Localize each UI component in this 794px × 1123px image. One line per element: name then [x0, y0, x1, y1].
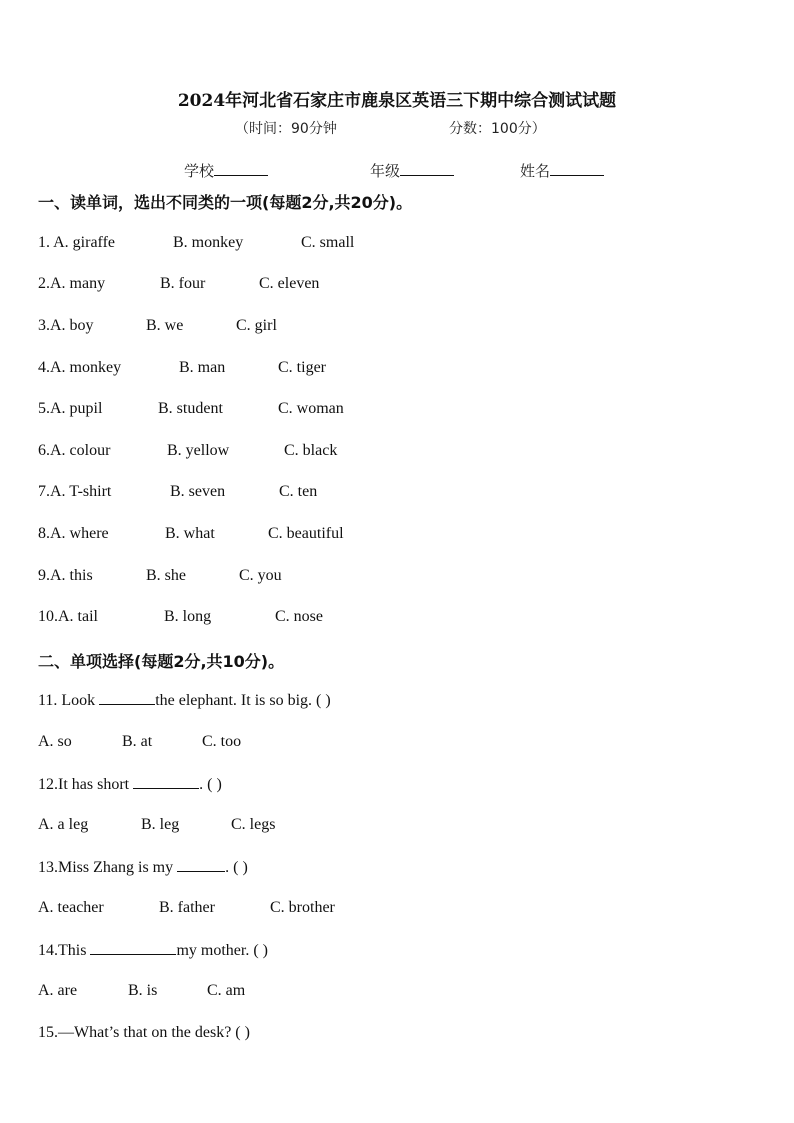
school-blank[interactable] — [214, 161, 268, 176]
time-label: （时间：90分钟 — [235, 121, 337, 137]
option-c[interactable]: C. am — [207, 982, 246, 999]
section1-heading: 一、读单词，选出不同类的一项(每题2分,共20分)。 — [38, 193, 413, 212]
question-13-options — [38, 899, 335, 917]
option-a[interactable]: 3.A. boy — [38, 317, 94, 334]
grade-blank[interactable] — [400, 161, 454, 176]
option-c[interactable]: C. tiger — [278, 359, 326, 376]
option-a[interactable]: 2.A. many — [38, 275, 106, 292]
answer-blank[interactable] — [177, 858, 225, 872]
option-c[interactable]: C. woman — [278, 400, 344, 417]
option-a[interactable]: 1. A. giraffe — [38, 234, 116, 251]
question-7 — [38, 483, 317, 501]
option-b[interactable]: B. yellow — [167, 442, 230, 459]
question-3 — [38, 317, 277, 335]
name-blank[interactable] — [550, 161, 604, 176]
answer-blank[interactable] — [99, 691, 155, 705]
name-field[interactable] — [520, 160, 604, 181]
option-a[interactable]: 9.A. this — [38, 567, 93, 584]
question-2 — [38, 275, 319, 293]
option-b[interactable]: B. monkey — [173, 234, 244, 251]
option-c[interactable]: C. small — [301, 234, 355, 251]
option-b[interactable]: B. long — [164, 608, 212, 625]
option-b[interactable]: B. at — [122, 733, 153, 750]
option-c[interactable]: C. girl — [236, 317, 277, 334]
grade-field[interactable] — [370, 160, 520, 181]
option-b[interactable]: B. student — [158, 400, 223, 417]
question-13 — [38, 858, 248, 877]
school-field[interactable] — [184, 160, 370, 181]
question-8 — [38, 525, 344, 543]
question-text: 13.Miss Zhang is my — [38, 859, 174, 876]
score-label: 分数：100分） — [449, 121, 546, 137]
question-14-options — [38, 982, 245, 1000]
page-title: 2024年河北省石家庄市鹿泉区英语三下期中综合测试试题 — [177, 91, 617, 111]
option-c[interactable]: C. ten — [279, 483, 318, 500]
grade-label: 年级 — [370, 162, 401, 180]
option-b[interactable]: B. what — [165, 525, 215, 542]
option-b[interactable]: B. father — [159, 899, 215, 916]
option-a[interactable]: A. a leg — [38, 816, 89, 833]
option-b[interactable]: B. four — [160, 275, 206, 292]
question-12-options — [38, 816, 275, 834]
option-b[interactable]: B. leg — [141, 816, 180, 833]
option-a[interactable]: 4.A. monkey — [38, 359, 122, 376]
question-6 — [38, 442, 337, 460]
option-c[interactable]: C. you — [239, 567, 282, 584]
option-a[interactable]: 6.A. colour — [38, 442, 111, 459]
option-c[interactable]: C. eleven — [259, 275, 320, 292]
student-info-row — [184, 160, 604, 181]
option-c[interactable]: C. black — [284, 442, 338, 459]
question-text: 11. Look — [38, 692, 96, 709]
option-b[interactable]: B. she — [146, 567, 186, 584]
answer-blank[interactable] — [90, 941, 176, 955]
option-a[interactable]: A. are — [38, 982, 78, 999]
option-a[interactable]: 5.A. pupil — [38, 400, 103, 417]
option-c[interactable]: C. beautiful — [268, 525, 344, 542]
option-a[interactable]: 8.A. where — [38, 525, 109, 542]
question-text: 14.This — [38, 942, 87, 959]
question-text: . ( ) — [225, 859, 248, 876]
option-b[interactable]: B. seven — [170, 483, 226, 500]
exam-meta — [235, 118, 546, 138]
question-12 — [38, 775, 222, 794]
question-1 — [38, 234, 354, 252]
option-a[interactable]: A. so — [38, 733, 72, 750]
option-b[interactable]: B. man — [179, 359, 226, 376]
question-15: 15.—What’s that on the desk? ( ) — [38, 1024, 250, 1041]
question-11-options — [38, 733, 241, 751]
name-label: 姓名 — [520, 162, 551, 180]
question-10 — [38, 608, 323, 626]
question-text: my mother. ( ) — [176, 942, 268, 959]
option-c[interactable]: C. too — [202, 733, 242, 750]
question-5 — [38, 400, 344, 418]
question-text: . ( ) — [199, 776, 222, 793]
option-c[interactable]: C. brother — [270, 899, 335, 916]
question-4 — [38, 359, 326, 377]
question-11 — [38, 691, 331, 710]
option-c[interactable]: C. nose — [275, 608, 323, 625]
option-b[interactable]: B. is — [128, 982, 158, 999]
option-b[interactable]: B. we — [146, 317, 184, 334]
school-label: 学校 — [184, 162, 215, 180]
question-text: the elephant. It is so big. ( ) — [155, 692, 331, 709]
option-a[interactable]: 7.A. T-shirt — [38, 483, 112, 500]
question-14 — [38, 941, 268, 960]
section2-heading: 二、单项选择(每题2分,共10分)。 — [38, 652, 285, 671]
question-text: 12.It has short — [38, 776, 130, 793]
option-c[interactable]: C. legs — [231, 816, 276, 833]
question-9 — [38, 567, 282, 585]
answer-blank[interactable] — [133, 775, 199, 789]
option-a[interactable]: 10.A. tail — [38, 608, 98, 625]
option-a[interactable]: A. teacher — [38, 899, 104, 916]
